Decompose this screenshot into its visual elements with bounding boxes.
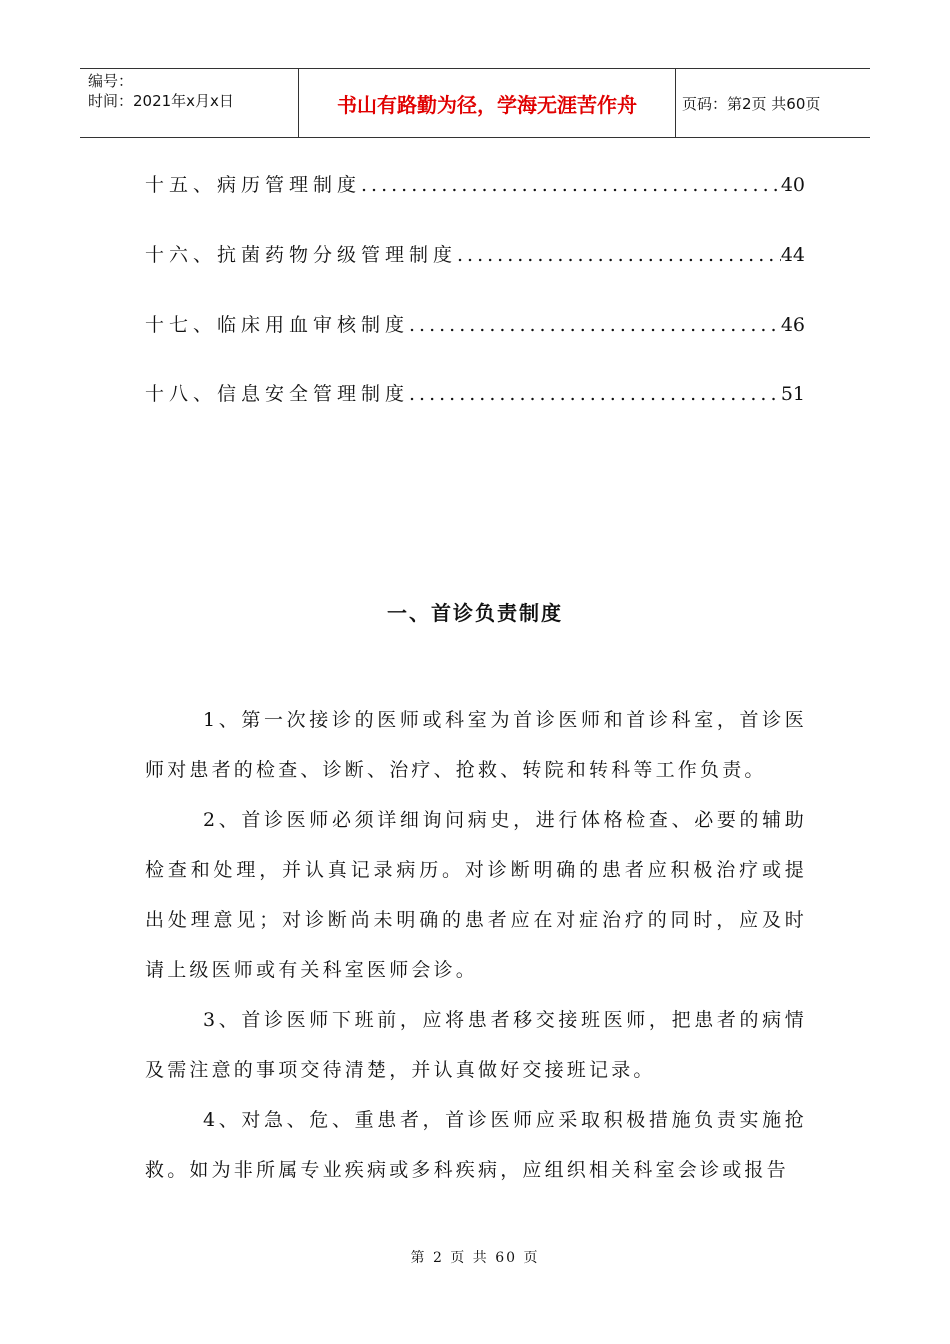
toc-leader-dots	[409, 383, 781, 405]
toc-entry-label: 十八、信息安全管理制度	[145, 383, 410, 405]
toc-entry[interactable]	[145, 310, 805, 340]
toc-entry[interactable]	[145, 240, 805, 270]
paragraph: 2、首诊医师必须详细询问病史，进行体格检查、必要的辅助检查和处理，并认真记录病历。对诊断明确的患者应积极治疗或提出处理意见；对诊断尚未明确的患者应在对症治疗的同时，应及时请上级医师或有关科室医师会诊。	[145, 809, 807, 981]
time-label: 时间：2021年x月x日	[88, 92, 234, 110]
paragraph: 1、第一次接诊的医师或科室为首诊医师和首诊科室，首诊医师对患者的检查、诊断、治疗、抢救、转院和转科等工作负责。	[145, 709, 807, 781]
paragraph: 4、对急、危、重患者，首诊医师应采取积极措施负责实施抢救。如为非所属专业疾病或多科疾病，应组织相关科室会诊或报告	[145, 1109, 807, 1181]
toc-entry[interactable]	[145, 379, 805, 409]
toc-leader-dots	[457, 244, 781, 266]
page-footer: 第 2 页 共 60 页	[410, 1250, 540, 1266]
toc-entry-page: 51	[780, 383, 805, 405]
toc-leader-dots	[361, 174, 781, 196]
toc-entry-page: 44	[780, 244, 805, 266]
document-header	[80, 68, 870, 138]
header-motto: 书山有路勤为径，学海无涯苦作舟	[299, 69, 676, 137]
toc-entry-label: 十六、抗菌药物分级管理制度	[145, 244, 458, 266]
section-body	[145, 695, 807, 1195]
toc-entry-label: 十五、病历管理制度	[145, 174, 362, 196]
paragraph: 3、首诊医师下班前，应将患者移交接班医师，把患者的病情及需注意的事项交待清楚，并认真做好交接班记录。	[145, 1009, 807, 1081]
toc-entry-page: 40	[780, 174, 805, 196]
toc-entry-label: 十七、临床用血审核制度	[145, 314, 410, 336]
section-title: 一、首诊负责制度	[387, 601, 563, 625]
serial-label: 编号：	[88, 72, 134, 90]
header-page-info: 页码：第2页 共60页	[682, 94, 821, 113]
toc-leader-dots	[409, 314, 781, 336]
header-meta	[80, 69, 299, 137]
toc-entry[interactable]	[145, 170, 805, 200]
toc-entry-page: 46	[780, 314, 805, 336]
